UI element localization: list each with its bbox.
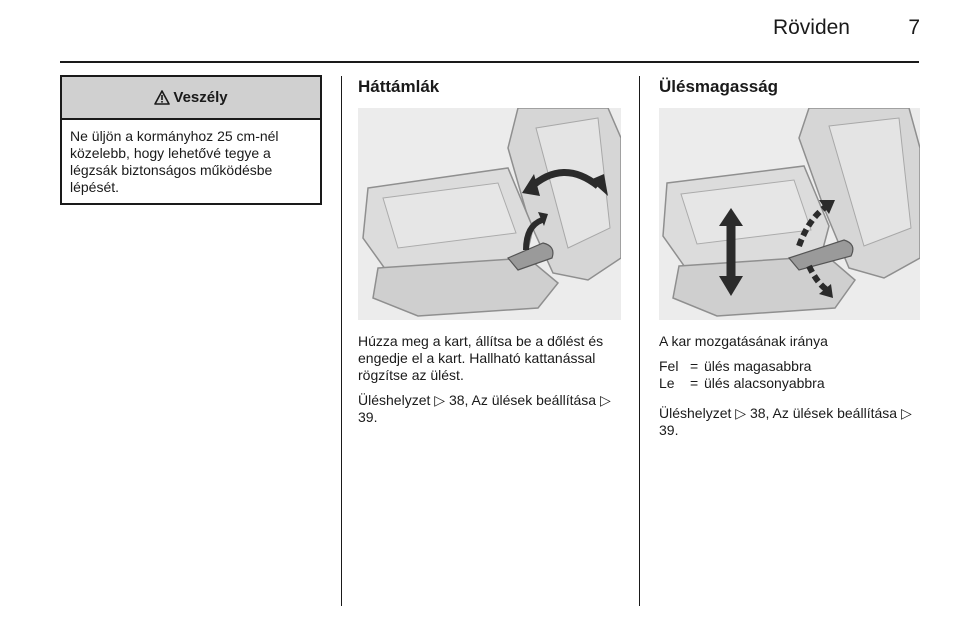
page-header-title: Röviden — [772, 16, 850, 39]
backrest-instruction: Húzza meg a kart, állítsa be a dőlést és engedje el a kart. Hallható kattanással rögzítse az ülést. — [358, 333, 604, 383]
legend-row-down: Le = ülés alacsonyabbra — [659, 375, 825, 391]
warning-triangle-icon — [154, 90, 170, 105]
seat-height-reference: Üléshelyzet ▷ 38, Az ülések beállítása ▷ 39. — [659, 405, 912, 438]
seat-height-heading: Ülésmagasság — [659, 77, 779, 96]
backrest-heading: Háttámlák — [358, 77, 440, 96]
reference-link-page[interactable]: 39 — [358, 409, 374, 425]
warning-text: Ne üljön a kormányhoz 25 cm-nél közelebb, hogy lehetővé tegye a légzsák biztonságos működésbe lépését. — [70, 128, 279, 195]
arrow-reference-icon: ▷ — [599, 392, 611, 408]
arrow-reference-icon: ▷ — [735, 405, 747, 421]
reference-link-page[interactable]: 38 — [749, 405, 766, 421]
arrow-reference-icon: ▷ — [434, 392, 446, 408]
seat-height-caption: A kar mozgatásának iránya — [659, 333, 828, 349]
seat-height-figure — [659, 108, 920, 320]
reference-link-page[interactable]: 38 — [448, 392, 465, 408]
column-divider-1 — [341, 76, 342, 606]
page-number: 7 — [908, 16, 920, 39]
column-divider-2 — [639, 76, 640, 606]
header-rule — [60, 61, 919, 63]
legend-row-up: Fel = ülés magasabbra — [659, 358, 812, 374]
backrest-reference: Üléshelyzet ▷ 38, Az ülések beállítása ▷ 39. — [358, 392, 611, 425]
warning-header — [62, 77, 320, 120]
warning-title: Veszély — [173, 89, 228, 106]
warning-box — [60, 75, 322, 205]
backrest-figure — [358, 108, 621, 320]
reference-link-page[interactable]: 39 — [659, 422, 675, 438]
arrow-reference-icon: ▷ — [900, 405, 912, 421]
seat-height-legend — [659, 358, 825, 392]
